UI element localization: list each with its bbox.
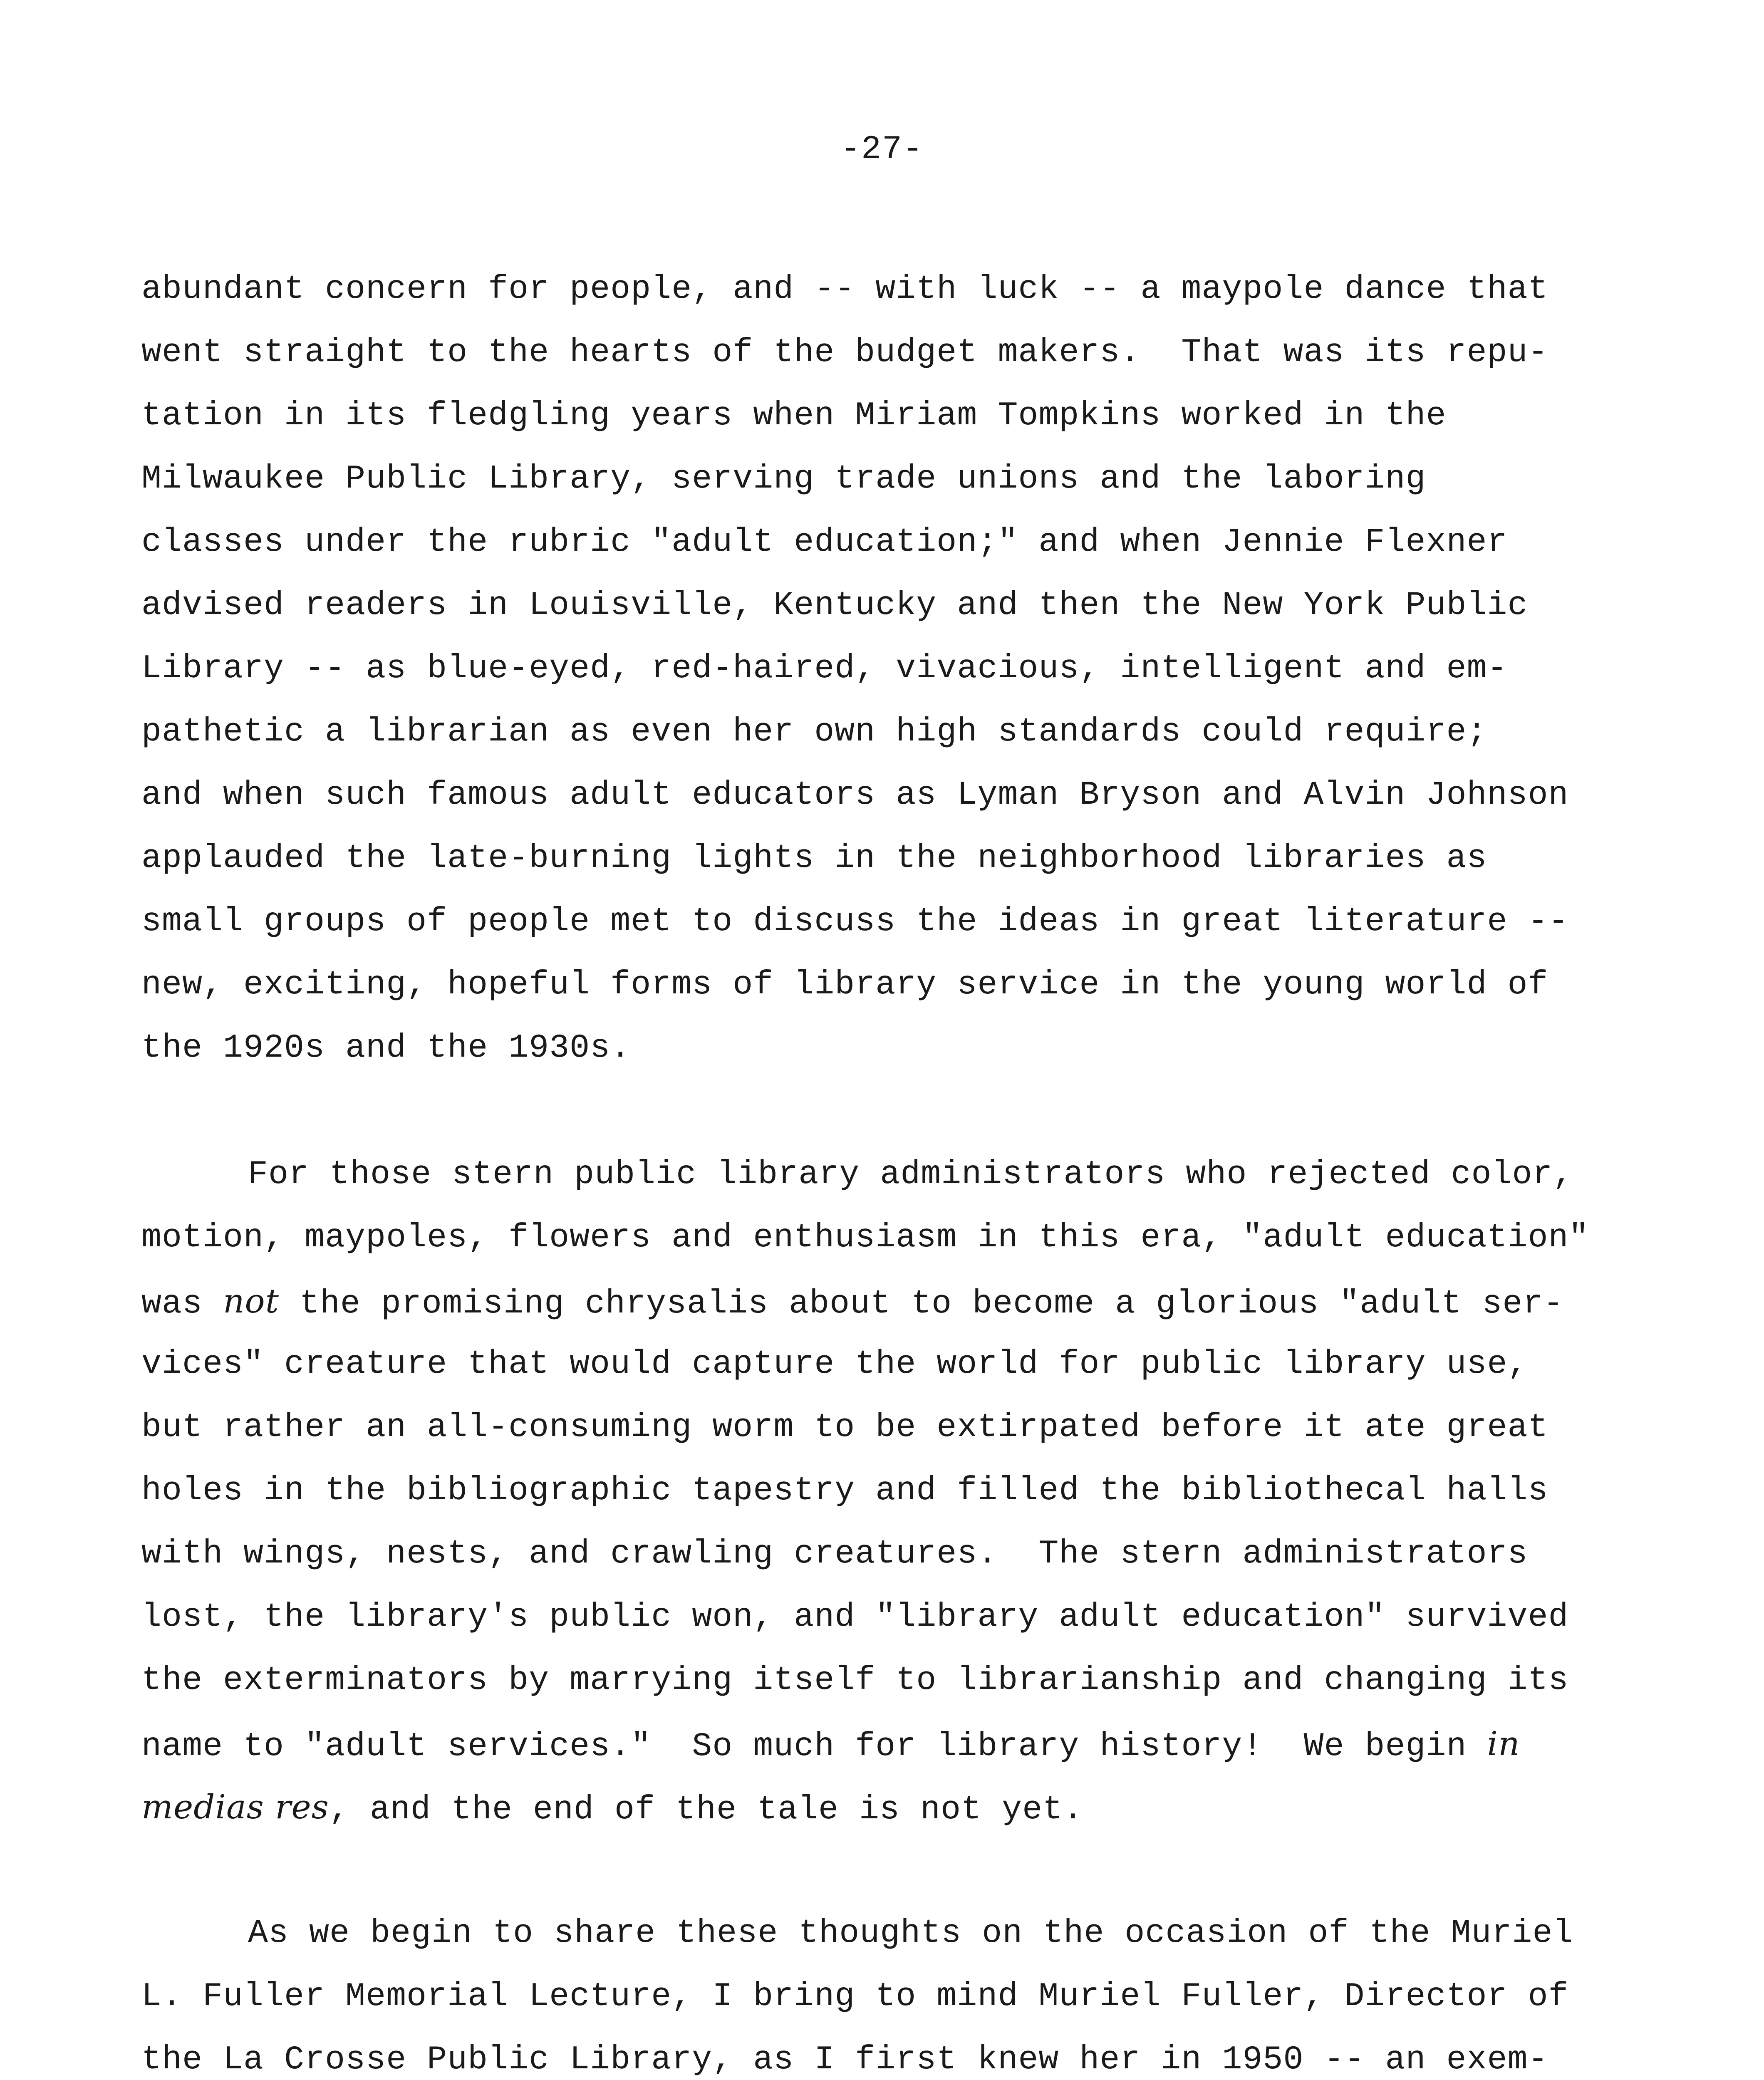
text-run: abundant concern for people, and -- with luck -- a maypole dance that [141,270,1548,308]
text-line [141,1523,1656,1586]
text-run: pathetic a librarian as even her own high standards could require; [141,713,1487,751]
text-run: small groups of people met to discuss the ideas in great literature -- [141,903,1569,941]
text-run: vices" creature that would capture the world for public library use, [141,1345,1528,1383]
text-run: but rather an all-consuming worm to be extirpated before it ate great [141,1409,1548,1446]
text-line [141,448,1656,511]
text-run: the promising chrysalis about to become a glorious "adult ser- [279,1285,1564,1323]
page-number: -27- [840,131,924,168]
text-line [141,890,1656,953]
italic-run: in [1487,1724,1520,1763]
text-line [141,1586,1656,1649]
text-line [141,1143,1656,1206]
text-run: holes in the bibliographic tapestry and filled the bibliothecal halls [141,1472,1548,1510]
text-line [141,1649,1656,1712]
text-line [141,574,1656,637]
text-line [141,1902,1656,1965]
text-line [141,953,1656,1017]
text-run: motion, maypoles, flowers and enthusiasm in this era, "adult education" [141,1219,1589,1257]
text-run: Milwaukee Public Library, serving trade unions and the laboring [141,460,1426,498]
text-line [141,321,1656,384]
text-run: and when such famous adult educators as Lyman Bryson and Alvin Johnson [141,776,1569,814]
text-line [141,1712,1656,1775]
text-line [141,1333,1656,1396]
text-run: the exterminators by marrying itself to librarianship and changing its [141,1662,1569,1699]
text-run: applauded the late-burning lights in the neighborhood libraries as [141,839,1487,877]
text-run: classes under the rubric "adult education;" and when Jennie Flexner [141,523,1508,561]
text-run: , and the end of the tale is not yet. [329,1791,1084,1829]
text-run: advised readers in Louisville, Kentucky and then the New York Public [141,587,1528,624]
text-run: the 1920s and the 1930s. [141,1029,631,1067]
text-run: tation in its fledgling years when Miriam Tompkins worked in the [141,397,1447,435]
text-run: As we begin to share these thoughts on the occasion of the Muriel [248,1914,1573,1952]
paragraph-3 [141,1902,1656,2080]
text-run: went straight to the hearts of the budget makers. That was its repu- [141,334,1548,371]
paragraph-1 [141,258,1656,1080]
text-run: name to "adult services." So much for library history! We begin [141,1728,1487,1766]
text-line [141,1396,1656,1459]
italic-run: medias res [141,1788,329,1826]
text-run: with wings, nests, and crawling creatures. The stern administrators [141,1535,1528,1573]
text-line [141,1270,1656,1333]
body-text [141,258,1656,2080]
text-line [141,764,1656,827]
paragraph-2 [141,1143,1656,1839]
text-line [141,1206,1656,1270]
text-line [141,2028,1656,2080]
text-run: was [141,1285,223,1323]
text-run: L. Fuller Memorial Lecture, I bring to mind Muriel Fuller, Director of [141,1978,1569,2016]
italic-run: not [223,1282,279,1320]
text-line [141,1017,1656,1080]
text-run: new, exciting, hopeful forms of library service in the young world of [141,966,1548,1004]
text-run: For those stern public library administrators who rejected color, [248,1156,1573,1194]
text-line [141,827,1656,890]
text-line [141,1775,1656,1839]
text-line [141,1459,1656,1523]
text-line [141,258,1656,321]
text-line [141,701,1656,764]
text-line [141,511,1656,574]
text-line [141,637,1656,701]
text-line [141,1965,1656,2028]
text-run: the La Crosse Public Library, as I first knew her in 1950 -- an exem- [141,2041,1548,2079]
text-line [141,384,1656,448]
text-run: Library -- as blue-eyed, red-haired, vivacious, intelligent and em- [141,650,1508,688]
text-run: lost, the library's public won, and "library adult education" survived [141,1598,1569,1636]
